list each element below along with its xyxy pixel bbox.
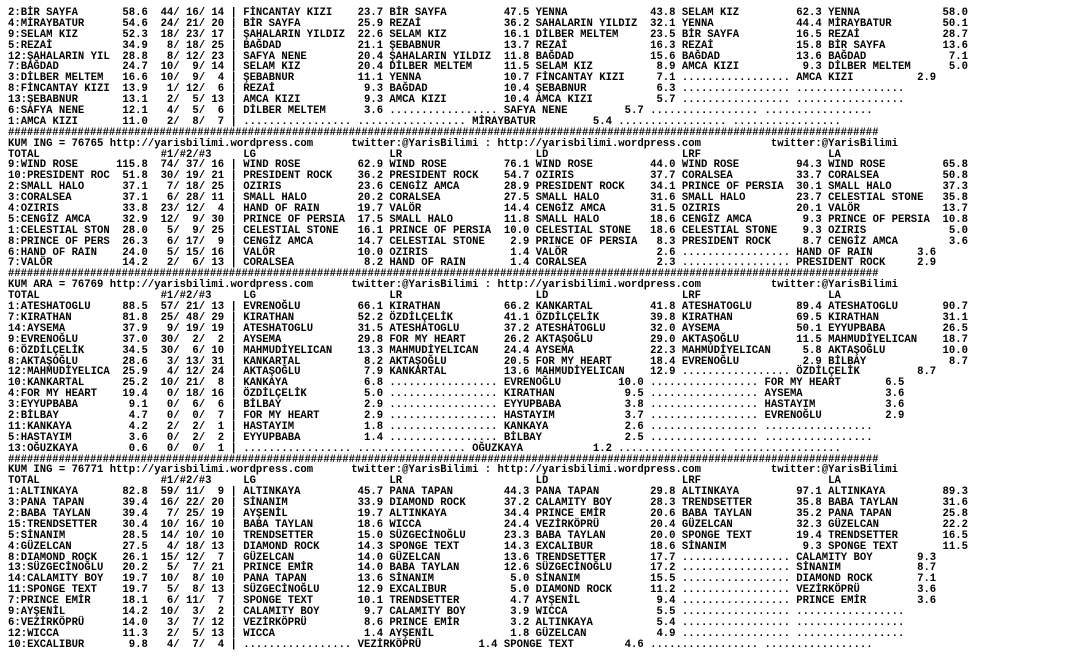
document-line: TOTAL #1/#2/#3 LG LR LD LRF LA (8, 475, 841, 488)
document-line: 13:SÜZGECİNOĞLU 20.2 5/ 7/ 21 | PRINCE EMİR 14.0 BABA TAYLAN 12.6 SÜZGECİNOĞLU 17.2 ................. SİNANIM 8.7 (8, 562, 937, 575)
document-line: 10:EXCALIBUR 9.8 4/ 7/ 4 | ................. VEZİRKÖPRÜ 1.4 SPONGE TEXT 4.6 ................. ................. (8, 638, 873, 651)
document-line: 14:AYSEMA 37.9 9/ 19/ 19 | ATESHATOGLU 31.5 ATESHATOGLU 37.2 ATESHATOGLU 32.0 AYSEMA 50.1 EYYUPBABA 26.5 (8, 322, 968, 335)
document-line: 9:EVRENOĞLU 37.0 30/ 2/ 2 | AYSEMA 29.8 FOR MY HEART 26.2 AKTAŞOĞLU 29.0 AKTAŞOĞLU 11.5 MAHMUDİYELICAN 18.7 (8, 333, 968, 346)
section-separator: ########################################################################################################################################## (8, 126, 879, 139)
document-line: 9:SELAM KIZ 52.3 18/ 23/ 17 | ŞAHALARIN YILDIZ 22.6 SELAM KIZ 16.1 DİLBER MELTEM 23.5 BİR SAYFA 16.5 REZAİ 28.7 (8, 28, 968, 41)
document-line: 11:KANKAYA 4.2 2/ 2/ 1 | HASTAYIM 1.8 ................. KANKAYA 2.6 ................. ................. (8, 420, 873, 433)
document-line: 6:ÖZDİLÇELİK 34.5 30/ 6/ 10 | MAHMUDİYELICAN 13.3 MAHMUDİYELICAN 24.4 AYSEMA 22.3 MAHMUDİYELICAN 5.8 AKTAŞOĞLU 10.0 (8, 344, 968, 357)
document-line: 4:OZIRIS 33.8 23/ 12/ 4 | HAND OF RAIN 19.7 VALÖR 14.4 CENGİZ AMCA 31.5 OZIRIS 20.1 VALÖR 13.7 (8, 203, 968, 216)
document-line: KUM ARA = 76769 http://yarisbilimi.wordpress.com twitter:@YarisBilimi : http://yarisbilimi.wordpress.com twitter:@YarisBilimi (8, 279, 899, 292)
document-line: 5:HASTAYIM 3.6 0/ 2/ 2 | EYYUPBABA 1.4 ................. BİLBAY 2.5 ................. ................. (8, 431, 873, 444)
document-line: 6:HAND OF RAIN 24.0 5/ 15/ 16 | VALÖR 10.0 OZIRIS 1.4 VALÖR 2.6 ................. HAND OF RAIN 3.6 (8, 246, 937, 259)
document-line: 12:WICCA 11.3 2/ 5/ 13 | WICCA 1.4 AYŞENİL 1.8 GÜZELCAN 4.9 ................. ................. (8, 627, 905, 640)
document-line: 8:AKTAŞOĞLU 28.6 3/ 13/ 31 | KANKARTAL 8.2 AKTAŞOĞLU 20.5 FOR MY HEART 18.4 EVRENOĞLU 2.9 BİLBAY 8.7 (8, 355, 968, 368)
document-line: 3:EYYUPBABA 9.1 0/ 6/ 6 | BİLBAY 2.9 ................. EYYUPBABA 3.8 ................. HASTAYIM 3.6 (8, 399, 905, 412)
document-line: 1:ALTINKAYA 82.8 59/ 11/ 9 | ALTINKAYA 45.7 PANA TAPAN 44.3 PANA TAPAN 29.8 ALTINKAYA 97.1 ALTINKAYA 89.3 (8, 486, 968, 499)
document-line: 5:SİNANIM 28.5 14/ 10/ 10 | TRENDSETTER 15.0 SÜZGECİNOĞLU 23.3 BABA TAYLAN 20.0 SPONGE TEXT 19.4 TRENDSETTER 16.5 (8, 529, 968, 542)
document-line: 14:CALAMITY BOY 19.7 10/ 8/ 10 | PANA TAPAN 13.6 SİNANIM 5.0 SİNANIM 15.5 ................. DIAMOND ROCK 7.1 (8, 573, 937, 586)
document-line: 6:VEZİRKÖPRÜ 14.0 3/ 7/ 12 | VEZİRKÖPRÜ 8.6 PRINCE EMİR 3.2 ALTINKAYA 5.4 ................. ................. (8, 616, 905, 629)
document-line: 9:AYŞENİL 14.2 10/ 3/ 2 | CALAMITY BOY 9.7 CALAMITY BOY 3.9 WICCA 5.5 ................. ................. (8, 605, 905, 618)
document-line: 2:SMALL HALO 37.1 7/ 18/ 25 | OZIRIS 23.6 CENGİZ AMCA 28.9 PRESIDENT ROCK 34.1 PRINCE OF PERSIA 30.1 SMALL HALO 37.3 (8, 181, 968, 194)
document-line: 7:BAĞDAD 24.7 10/ 9/ 14 | SELAM KIZ 20.4 DİLBER MELTEM 11.5 SELAM KIZ 8.9 AMCA KIZI 9.3 DİLBER MELTEM 5.0 (8, 61, 968, 74)
document-line: 3:CORALSEA 37.1 6/ 28/ 11 | SMALL HALO 20.2 CORALSEA 27.5 SMALL HALO 31.6 SMALL HALO 23.7 CELESTIAL STONE 35.8 (8, 192, 968, 205)
section-separator: ########################################################################################################################################## (8, 268, 879, 281)
document-line: 4:FOR MY HEART 19.4 0/ 18/ 16 | ÖZDİLÇELİK 5.0 ................. KIRATHAN 9.5 ................. AYSEMA 3.6 (8, 388, 905, 401)
document-line: 7:VALÖR 14.2 2/ 6/ 13 | CORALSEA 8.2 HAND OF RAIN 1.4 CORALSEA 2.3 ................. PRESIDENT ROCK 2.9 (8, 257, 937, 270)
document-line: 1:CELESTIAL STON 28.0 5/ 9/ 25 | CELESTIAL STONE 16.1 PRINCE OF PERSIA 10.0 CELESTIAL STONE 18.6 CELESTIAL STONE 9.3 OZIRIS 5.0 (8, 224, 968, 237)
document-line: 4:GÜZELCAN 27.5 4/ 18/ 13 | DIAMOND ROCK 14.3 SPONGE TEXT 14.3 EXCALIBUR 18.6 SİNANIM 9.3 SPONGE TEXT 11.5 (8, 540, 968, 553)
document-line: 13:ŞEBABNUR 13.1 2/ 5/ 13 | AMCA KIZI 9.3 AMCA KIZI 10.4 AMCA KIZI 5.7 ................. ................. (8, 94, 905, 107)
document-line: 2:BABA TAYLAN 39.4 7/ 25/ 19 | AYŞENİL 19.7 ALTINKAYA 34.4 PRINCE EMİR 20.6 BABA TAYLAN 35.2 PANA TAPAN 25.8 (8, 507, 968, 520)
document-line: 2:BİLBAY 4.7 0/ 0/ 7 | FOR MY HEART 2.9 ................. HASTAYIM 3.7 ................. EVRENOĞLU 2.9 (8, 409, 905, 422)
document-line: TOTAL #1/#2/#3 LG LR LD LRF LA (8, 148, 841, 161)
document-line: 5:REZAİ 34.9 8/ 18/ 25 | BAĞDAD 21.1 ŞEBABNUR 13.7 REZAİ 16.3 REZAİ 15.8 BİR SAYFA 13.6 (8, 39, 968, 52)
document-line: 8:FİNCANTAY KIZI 13.9 1/ 12/ 6 | REZAİ 9.3 BAĞDAD 10.4 ŞEBABNUR 6.3 ................. ................. (8, 83, 905, 96)
document-line: 4:MİRAYBATUR 54.6 24/ 21/ 20 | BİR SAYFA 25.9 REZAİ 36.2 SAHALARIN YILDIZ 32.1 YENNA 44.4 MİRAYBATUR 50.1 (8, 17, 968, 30)
document-line: 11:SPONGE TEXT 19.7 5/ 8/ 13 | SÜZGECİNOĞLU 12.9 EXCALIBUR 5.0 DIAMOND ROCK 11.2 ................. VEZİRKÖPRÜ 3.6 (8, 584, 937, 597)
document-line: KUM ING = 76771 http://yarisbilimi.wordpress.com twitter:@YarisBilimi : http://yarisbilimi.wordpress.com twitter:@YarisBilimi (8, 464, 899, 477)
document-line: KUM ING = 76765 http://yarisbilimi.wordpress.com twitter:@YarisBilimi : http://yarisbilimi.wordpress.com twitter:@YarisBilimi (8, 137, 899, 150)
document-line: 12:ŞAHALARIN YIL 28.8 8/ 12/ 23 | SAFYA NENE 20.4 ŞAHALARIN YILDIZ 11.8 BAĞDAD 15.6 BAĞDAD 13.6 BAĞDAD 7.1 (8, 50, 968, 63)
document-line: 3:DİLBER MELTEM 16.6 10/ 9/ 4 | ŞEBABNUR 11.1 YENNA 10.7 FİNCANTAY KIZI 7.1 ................. AMCA KIZI 2.9 (8, 72, 937, 85)
document-line: 6:SAFYA NENE 12.1 4/ 5/ 6 | DİLBER MELTEM 3.6 ................. SAFYA NENE 5.7 ................. ................. (8, 105, 873, 118)
document-line: 3:PANA TAPAN 39.4 16/ 22/ 20 | SİNANIM 33.9 DIAMOND ROCK 37.2 CALAMITY BOY 28.3 TRENDSETTER 35.8 BABA TAYLAN 31.6 (8, 497, 968, 510)
document-line: 8:PRINCE OF PERS 26.3 6/ 17/ 9 | CENGİZ AMCA 14.7 CELESTIAL STONE 2.9 PRINCE OF PERSIA 8.3 PRESIDENT ROCK 8.7 CENGİZ AMCA 3.6 (8, 235, 968, 248)
document-line: 1:AMCA KIZI 11.0 2/ 8/ 7 | ................. ................. MİRAYBATUR 5.4 ................. ................. (8, 115, 841, 128)
document-line: TOTAL #1/#2/#3 LG LR LD LRF LA (8, 290, 841, 303)
document-line: 9:WIND ROSE 115.8 74/ 37/ 16 | WIND ROSE 62.9 WIND ROSE 76.1 WIND ROSE 44.0 WIND ROSE 94.3 WIND ROSE 65.8 (8, 159, 968, 172)
document-line: 12:MAHMUDİYELICA 25.9 4/ 12/ 24 | AKTAŞOĞLU 7.9 KANKARTAL 13.6 MAHMUDİYELICAN 12.9 ................. ÖZDİLÇELİK 8.7 (8, 366, 937, 379)
document-line: 10:PRESIDENT ROC 51.8 30/ 19/ 21 | PRESIDENT ROCK 36.2 PRESIDENT ROCK 54.7 OZIRIS 37.7 CORALSEA 33.7 CORALSEA 50.8 (8, 170, 968, 183)
section-separator: ########################################################################################################################################## (8, 453, 879, 466)
document-line: 7:KIRATHAN 81.8 25/ 48/ 29 | KIRATHAN 52.2 ÖZDİLÇELİK 41.1 ÖZDİLÇELİK 39.8 KIRATHAN 69.5 KIRATHAN 31.1 (8, 311, 968, 324)
document-line: 13:OĞUZKAYA 0.6 0/ 0/ 1 | ................. ................. OĞUZKAYA 1.2 ................. ................. (8, 442, 841, 455)
document-line: 10:KANKARTAL 25.2 10/ 21/ 8 | KANKAYA 6.8 ................. EVRENOĞLU 10.0 ................. FOR MY HEART 6.5 (8, 377, 905, 390)
document-line: 5:CENGİZ AMCA 32.9 12/ 9/ 30 | PRINCE OF PERSIA 17.5 SMALL HALO 11.8 SMALL HALO 18.6 CENGİZ AMCA 9.3 PRINCE OF PERSIA 10.8 (8, 213, 968, 226)
document-line: 1:ATESHATOGLU 88.5 57/ 21/ 13 | EVRENOĞLU 66.1 KIRATHAN 66.2 KANKARTAL 41.8 ATESHATOGLU 89.4 ATESHATOGLU 90.7 (8, 301, 968, 314)
document-line: 15:TRENDSETTER 30.4 10/ 16/ 10 | BABA TAYLAN 18.6 WICCA 24.4 VEZİRKÖPRÜ 20.4 GÜZELCAN 32.3 GÜZELCAN 22.2 (8, 518, 968, 531)
document-line: 7:PRINCE EMİR 18.1 6/ 11/ 7 | SPONGE TEXT 10.1 TRENDSETTER 4.7 AYŞENİL 9.4 ................. PRINCE EMİR 3.6 (8, 595, 937, 608)
document-line: 8:DIAMOND ROCK 26.1 15/ 12/ 7 | GÜZELCAN 14.0 GÜZELCAN 13.6 TRENDSETTER 17.7 ................. CALAMITY BOY 9.3 (8, 551, 937, 564)
document-line: 2:BİR SAYFA 58.6 44/ 16/ 14 | FİNCANTAY KIZI 23.7 BİR SAYFA 47.5 YENNA 43.8 SELAM KIZ 62.3 YENNA 58.0 (8, 7, 968, 19)
